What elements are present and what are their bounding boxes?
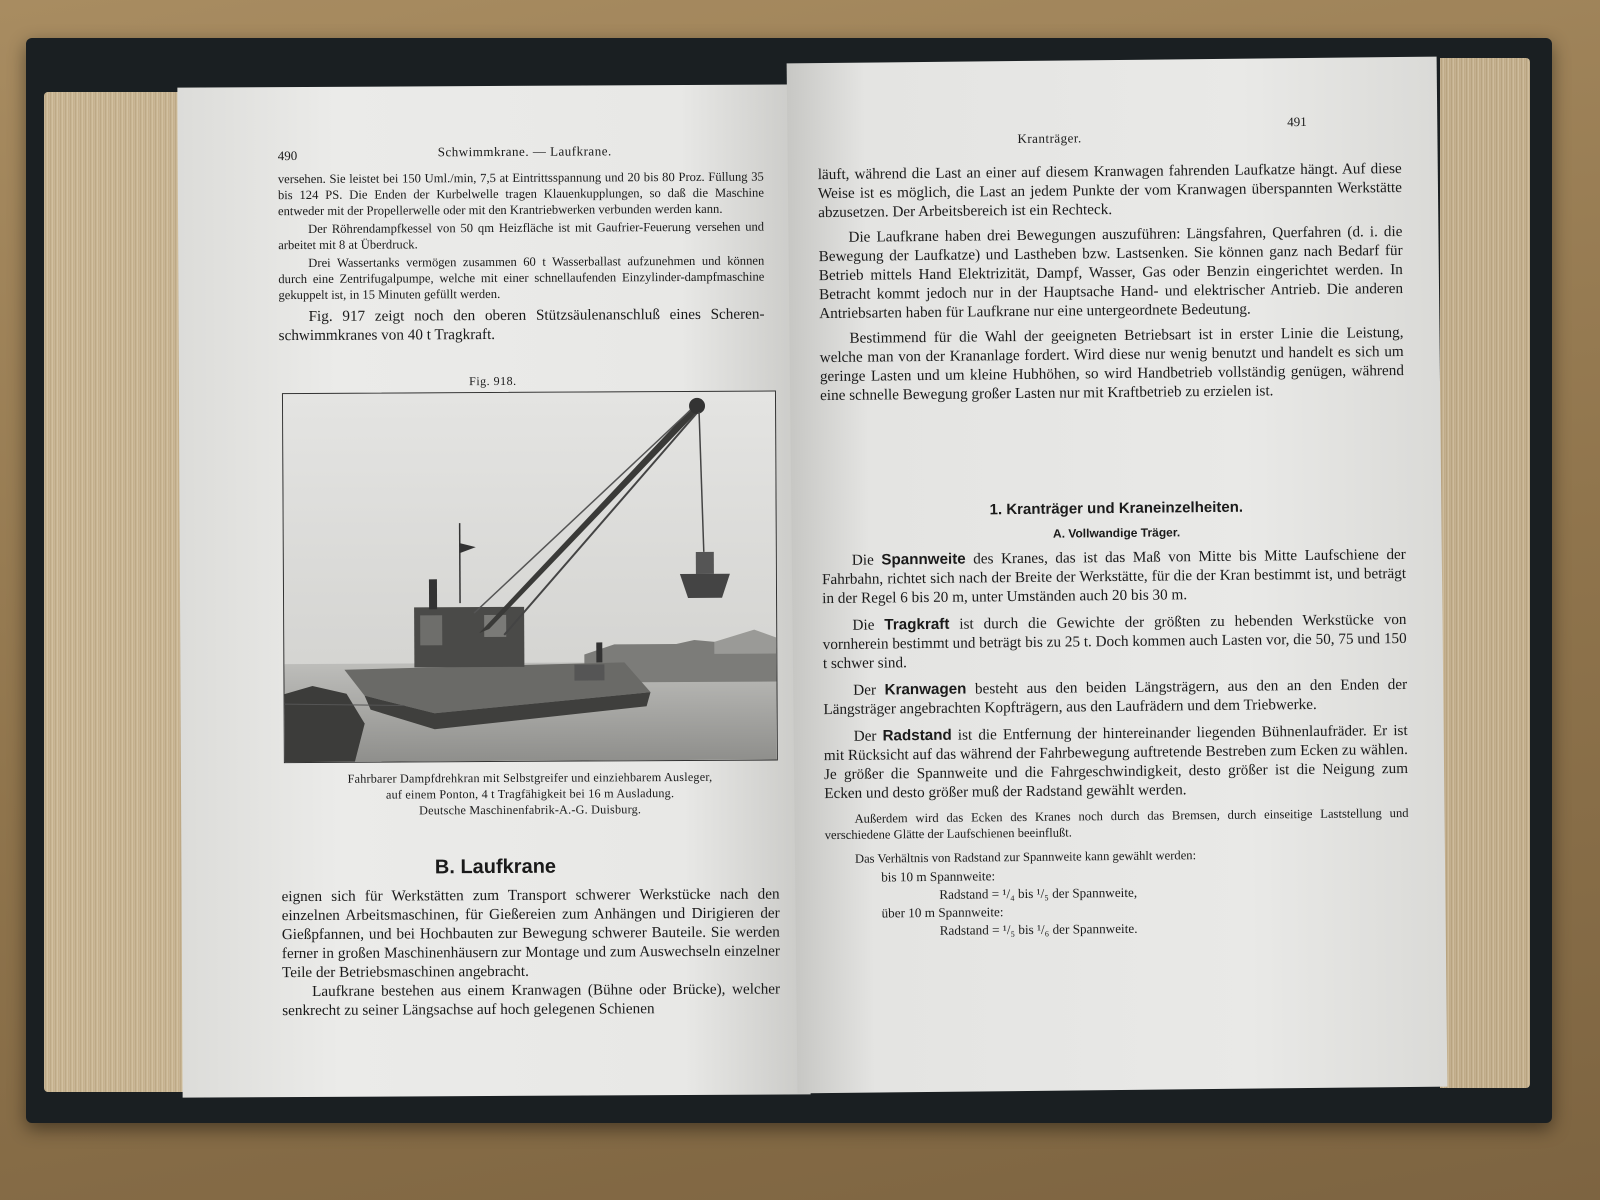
page-edges-right [1440,58,1530,1088]
caption-line: auf einem Ponton, 4 t Tragfähigkeit bei 16 m Ausladung. [385,786,675,802]
caption-line: Fahrbarer Dampfdrehkran mit Selbstgreifer und einziehbarem Ausleger, [347,769,713,786]
left-running-head [178,142,806,167]
text-run: ist die Entfernung der hintereinander liegenden Bühnenlaufräder. Er ist mit Rücksicht auf das während der Fahrbewegung auftretende Bestreben zum Ecken zu wählen. Je größer die Spannweite und die Fahrgeschwindigkeit, desto größer ist die Neigung zum Ecken und desto größer muß der Radstand gewählt werden. [823,721,1409,803]
page-edges-left [44,92,194,1092]
crane-photograph [282,391,778,764]
paragraph: Das Verhältnis von Radstand zur Spannweite kann gewählt werden: [854,848,1197,866]
ratio-line: bis 10 m Spannweite: [881,868,996,885]
figure-label: Fig. 918. [469,373,517,389]
left-header-title: Schwimmkrane. — Laufkrane. [437,143,612,160]
caption-line: Deutsche Maschinenfabrik-A.-G. Duisburg. [419,802,642,818]
left-intro-text [278,169,765,346]
text-run: besteht aus den beiden Längsträgern, aus den an den Enden der Längsträger angebrachten Kopfträgern, aus den Laufrädern und dem Triebwerke. [823,675,1408,719]
crane-photo-illustration [283,392,777,763]
text-run: ist durch die Gewichte der größten zu hebenden Werkstücke von vornherein bestimmt und beträgt bis zu 25 t. Doch kommen auch Lasten vor, die 50, 75 und 150 t schwer sind. [822,610,1407,673]
left-page-number: 490 [277,148,298,164]
text-run: Die [852,616,885,634]
ratio-line: Radstand = ¹/₄ bis ¹/₅ der Spannweite, [939,884,1138,902]
paragraph-tragkraft [822,610,1407,673]
text-run: Die [851,551,882,569]
paragraph: Außerdem wird das Ecken des Kranes noch durch das Bremsen, durch einseitige Laststellung und verschiedene Glätte der Laufschienen beeinflußt. [824,805,1409,843]
paragraph: Der Röhrendampfkessel von 50 qm Heizfläche ist mit Gaufrier-Feuerung versehen und arbeitet mit 8 at Überdruck. [278,219,765,253]
right-header-title: Kranträger. [1017,130,1082,147]
paragraph-spannweite [822,545,1407,608]
text-run: Der [853,681,885,699]
figure-caption [299,769,761,819]
paragraph: Laufkrane bestehen aus einem Kranwagen (Bühne oder Brücke), welcher senkrecht zu seiner Längsachse auf hoch gelegenen Schienen [282,980,781,1020]
paragraph: Bestimmend für die Wahl der geeigneten Betriebsart ist in erster Linie die Leistung, welche man von der Krananlage fordert. Wird diese nur wenig benutzt und handelt es sich um geringe Lasten und um kleine Hubhöhen, so wird Handbetrieb vollständig genügen, während eine schnelle Bewegung großer Lasten nur mit Kraftbetrieb zu erzielen ist. [819,323,1404,405]
ratio-line: über 10 m Spannweite: [881,904,1004,921]
ratio-table [825,863,1410,941]
section-heading-krantraeger: 1. Kranträger und Kraneinzelheiten. [989,498,1244,519]
paragraph: Drei Wassertanks vermögen zusammen 60 t Wasserballast aufzunehmen und können durch eine Zentrifugalpumpe, welche mit einer schnellaufenden Einzylinder-dampfmaschine gekuppelt ist, in 15 Minuten gefüllt werden. [278,253,765,303]
paragraph-radstand [824,721,1409,803]
paragraph: Fig. 917 zeigt noch den oberen Stützsäulenanschluß eines Scheren-schwimmkranes von 40 t Tragkraft. [278,305,765,345]
paragraph-kranwagen [823,675,1407,719]
paragraph: eignen sich für Werkstätten zum Transport schwerer Werkstücke nach den einzelnen Arbeitsmaschinen, für Gießereien zum Anhängen und Dirigieren der Gießpfannen, und bei Hochbauten zur Bewegung schwerer Bauteile. Sie werden ferner in großen Maschinenhäusern zur Montage und zum Auswechseln einzelner Teile der Betriebsmaschinen angebracht. [281,885,780,982]
right-page [787,57,1448,1094]
right-page-number: 491 [1287,113,1307,130]
text-run: des Kranes, das ist das Maß von Mitte bis Mitte Laufschiene der Fahrbahn, richtet sich nach der Breite der Werkstätte, für die der Kran bestimmt ist, und beträgt in der Regel 6 bis 20 m, unter Umständen auch 20 bis 30 m. [821,545,1407,608]
laufkrane-text [282,885,781,1021]
term-tragkraft: Tragkraft [884,615,950,634]
right-definitions-text [822,545,1410,941]
right-running-head [787,113,1437,152]
term-radstand: Radstand [882,726,952,745]
term-spannweite: Spannweite [881,550,966,569]
left-page [177,84,810,1097]
ratio-line: Radstand = ¹/₅ bis ¹/₆ der Spannweite. [939,920,1138,938]
paragraph: Die Laufkrane haben drei Bewegungen auszuführen: Längsfahren, Querfahren (d. i. die Bewegung der Laufkatze) und Lastheben bzw. Lastsenken. Sie können ganz nach Bedarf für Betrieb mittels Hand Elektrizität, Dampf, Wasser, Gas oder Benzin eingerichtet werden. In Betracht kommt jedoch nur in der Hauptsache Hand- und elektrischer Antrieb. Die anderen Antriebsarten haben für Laufkrane nur eine untergeordnete Bedeutung. [818,222,1404,323]
term-kranwagen: Kranwagen [884,680,967,699]
section-heading-laufkrane: B. Laufkrane [434,855,557,879]
paragraph: versehen. Sie leistet bei 150 Uml./min, 7,5 at Eintrittsspannung und 20 bis 80 Proz. Füllung 35 bis 124 PS. Die Enden der Kurbelwelle tragen Klauenkupplungen, so daß die Maschine entweder mit der Propellerwelle oder mit den Krantriebwerken verbunden werden kann. [277,169,764,219]
subsection-heading-vollwandige: A. Vollwandige Träger. [1052,525,1181,541]
text-run: Der [853,727,883,745]
paragraph: läuft, während die Last an einer auf diesem Kranwagen fahrenden Laufkatze hängt. Auf diese Weise ist es möglich, die Last an jedem Punkte der vom Kranwagen überspannten Werkstätte abzusetzen. Der Arbeitsbereich ist ein Rechteck. [817,159,1403,222]
right-intro-text [818,159,1405,411]
